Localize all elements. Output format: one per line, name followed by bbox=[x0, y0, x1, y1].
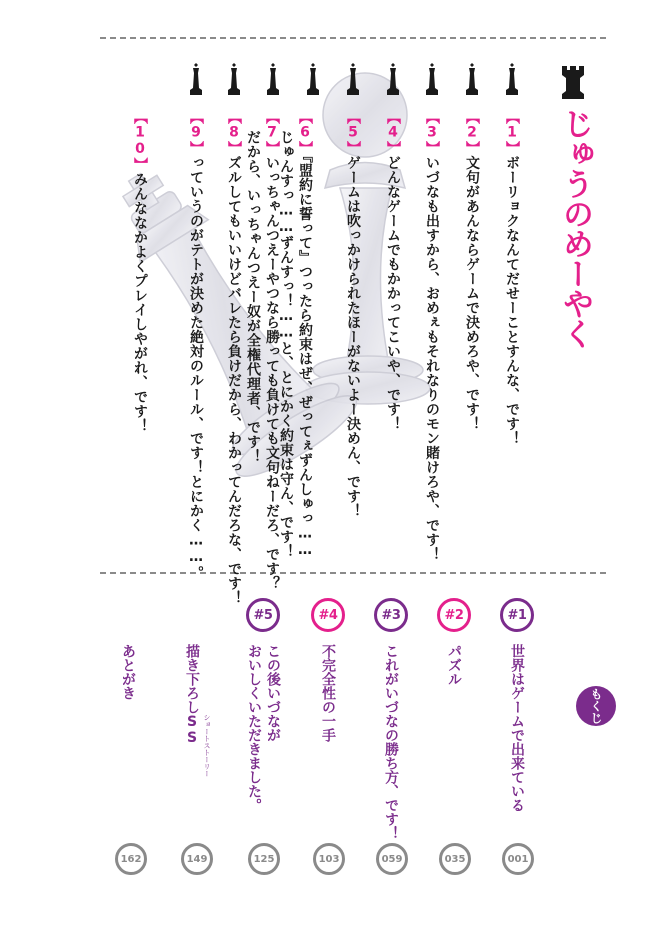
chapter-badge-4: #4 bbox=[311, 598, 345, 632]
chapter-badge-5: #5 bbox=[246, 598, 280, 632]
rule-text: いづなも出すから、おめぇもそれなりのモン賭けろや、です！ bbox=[424, 155, 440, 562]
page-number-149: 149 bbox=[181, 843, 213, 875]
chapter-badge-3: #3 bbox=[374, 598, 408, 632]
rule-7 bbox=[262, 110, 282, 591]
rule-number: 【5】 bbox=[345, 110, 361, 156]
rule-number: 【1】 bbox=[504, 110, 520, 156]
chapter-title-2[interactable]: パズル bbox=[446, 644, 462, 686]
rule-number: 【3】 bbox=[424, 110, 440, 156]
page-number-059: 059 bbox=[376, 843, 408, 875]
pawn-icon bbox=[266, 62, 280, 96]
rule-4 bbox=[383, 110, 403, 431]
pawn-icon bbox=[227, 62, 241, 96]
chapter-title-ss-ruby: ショートストーリー bbox=[203, 714, 211, 777]
chapter-badge-2: #2 bbox=[437, 598, 471, 632]
rule-text: 『盟約に誓って』つったら約束はぜ、ぜってぇずんしゅっ…… bbox=[297, 155, 313, 559]
rule-number: 【2】 bbox=[464, 110, 480, 156]
rule-text: ゲームは吹っかけられたほーがないよー決めん、です！ bbox=[345, 155, 361, 518]
rule-9 bbox=[186, 110, 206, 580]
rule-number: 【9】 bbox=[188, 110, 204, 156]
rule-number: 【4】 bbox=[385, 110, 401, 156]
page-number-125: 125 bbox=[248, 843, 280, 875]
rule-6 bbox=[295, 110, 315, 559]
chapter-title-1[interactable]: 世界はゲームで出来ている bbox=[509, 644, 525, 812]
rule-text: ズルしてもいいけどバレたら負けだから、わかってんだろな、です！ bbox=[226, 155, 242, 605]
rule-7-continued bbox=[243, 130, 263, 464]
rule-number: 【8】 bbox=[226, 110, 242, 156]
rule-number: 【6】 bbox=[297, 110, 313, 156]
page-title: じゅうのめーやく bbox=[557, 108, 593, 348]
rule-text-continued: じゅんすっ……ずんすっ！……と、とにかく約束は守ん、です！ bbox=[278, 130, 294, 559]
chapter-title-3[interactable]: これがいづなの勝ち方、です！ bbox=[383, 644, 399, 840]
pawn-icon bbox=[306, 62, 320, 96]
rule-number: 【10】 bbox=[132, 110, 148, 172]
rule-text: ボーリョクなんてだせーことすんな、です！ bbox=[504, 155, 520, 446]
rule-1 bbox=[502, 110, 522, 446]
rule-10 bbox=[130, 110, 150, 433]
pawn-icon bbox=[189, 62, 203, 96]
pawn-piece bbox=[306, 73, 430, 404]
page-number-162: 162 bbox=[115, 843, 147, 875]
rook-icon bbox=[560, 64, 586, 100]
page-number-001: 001 bbox=[502, 843, 534, 875]
pawn-icon bbox=[465, 62, 479, 96]
chapter-title-afterword[interactable]: あとがき bbox=[120, 644, 136, 700]
rule-5 bbox=[343, 110, 363, 518]
pawn-icon bbox=[425, 62, 439, 96]
rule-number: 【7】 bbox=[264, 110, 280, 156]
chapter-title-5[interactable]: この後いづなが bbox=[265, 644, 281, 742]
chapter-title-5-continued[interactable]: おいしくいただきました。 bbox=[246, 644, 262, 812]
rule-text: みんななかよくプレイしやがれ、です！ bbox=[132, 172, 148, 433]
rule-text: っていうのがテトが決めた絶対のルール、です！とにかく……。 bbox=[188, 155, 204, 580]
rule-text-continued: だから、いっちゃんつえー奴が全権代理者、です！ bbox=[245, 130, 261, 464]
rule-text: 文句があんならゲームで決めろや、です！ bbox=[464, 155, 480, 431]
rule-text: いっちゃんつえーやつなら勝っても負けても文句ねーだろ、です？ bbox=[264, 155, 280, 591]
page-number-035: 035 bbox=[439, 843, 471, 875]
rule-3 bbox=[422, 110, 442, 562]
middle-divider bbox=[100, 572, 606, 574]
pawn-icon bbox=[386, 62, 400, 96]
rule-2 bbox=[462, 110, 482, 431]
chapter-title-ss[interactable]: 描き下ろしSS bbox=[184, 644, 200, 746]
rule-text: どんなゲームでもかかってこいや、です！ bbox=[385, 155, 401, 431]
rule-8 bbox=[224, 110, 244, 605]
pawn-icon bbox=[505, 62, 519, 96]
toc-label-badge bbox=[576, 686, 616, 726]
top-divider bbox=[100, 37, 606, 39]
chapter-title-4[interactable]: 不完全性の一手 bbox=[320, 644, 336, 742]
chapter-badge-1: #1 bbox=[500, 598, 534, 632]
page-number-103: 103 bbox=[313, 843, 345, 875]
pawn-icon bbox=[346, 62, 360, 96]
toc-label: もくじ bbox=[589, 688, 603, 724]
